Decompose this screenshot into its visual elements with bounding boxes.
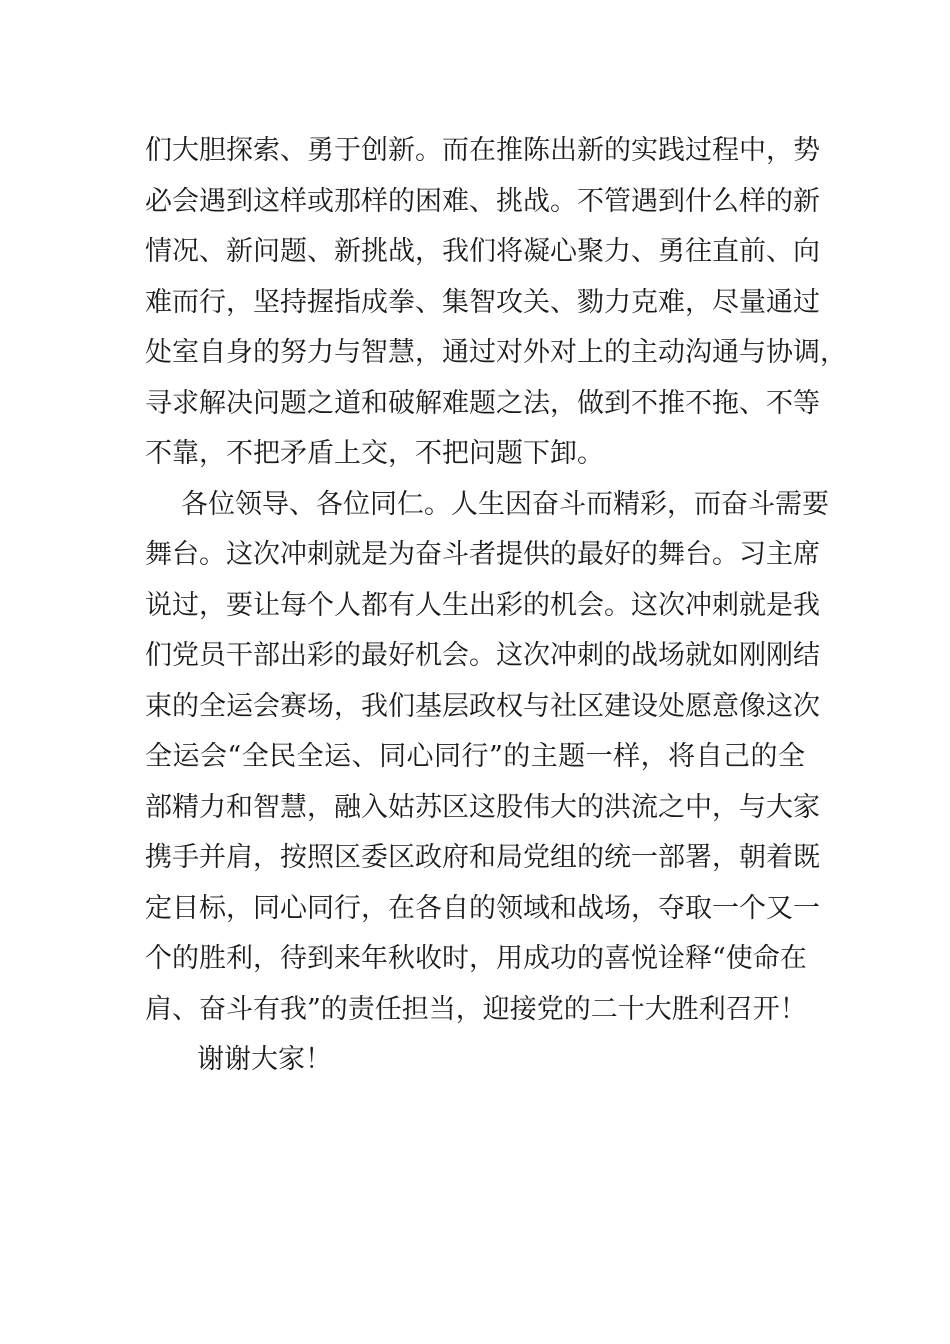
closing-paragraph xyxy=(145,1035,805,1086)
text-line: 们大胆探索、勇于创新。而在推陈出新的实践过程中，势 xyxy=(145,135,820,166)
text-line: 寻求解决问题之道和破解难题之法，做到不推不拖、不等 xyxy=(145,387,820,419)
text-line: 情况、新问题、新挑战，我们将凝心聚力、勇往直前、向 xyxy=(145,236,820,267)
text-line: 不靠，不把矛盾上交，不把问题下卸。 xyxy=(145,438,604,469)
text-line: 定目标，同心同行，在各自的领域和战场，夺取一个又一 xyxy=(145,892,820,924)
document-body xyxy=(145,126,847,1086)
text-line: 们党员干部出彩的最好机会。这次冲刺的战场就如刚刚结 xyxy=(145,640,820,671)
paragraph-1 xyxy=(145,126,847,480)
text-line: 必会遇到这样或那样的困难、挑战。不管遇到什么样的新 xyxy=(145,185,820,217)
text-line: 全运会“全民全运、同心同行”的主题一样，将自己的全 xyxy=(145,741,805,772)
text-line: 处室自身的努力与智慧，通过对外对上的主动沟通与协调， xyxy=(145,337,847,368)
text-line: 肩、奋斗有我”的责任担当，迎接党的二十大胜利召开！ xyxy=(145,993,807,1025)
text-line: 各位领导、各位同仁。人生因奋斗而精彩，而奋斗需要 xyxy=(181,488,829,520)
text-line: 舞台。这次冲刺就是为奋斗者提供的最好的舞台。习主席 xyxy=(145,539,820,570)
text-line: 难而行，坚持握指成拳、集智攻关、勠力克难，尽量通过 xyxy=(145,286,820,318)
text-line: 携手并肩，按照区委区政府和局党组的统一部署，朝着既 xyxy=(145,842,820,873)
text-line: 说过，要让每个人都有人生出彩的机会。这次冲刺就是我 xyxy=(145,589,820,621)
text-line: 个的胜利，待到来年秋收时，用成功的喜悦诠释“使命在 xyxy=(145,943,807,974)
closing-text: 谢谢大家！ xyxy=(197,1044,332,1075)
paragraph-2 xyxy=(145,480,829,1036)
text-line: 束的全运会赛场，我们基层政权与社区建设处愿意像这次 xyxy=(145,690,820,722)
text-line: 部精力和智慧，融入姑苏区这股伟大的洪流之中，与大家 xyxy=(145,791,820,823)
